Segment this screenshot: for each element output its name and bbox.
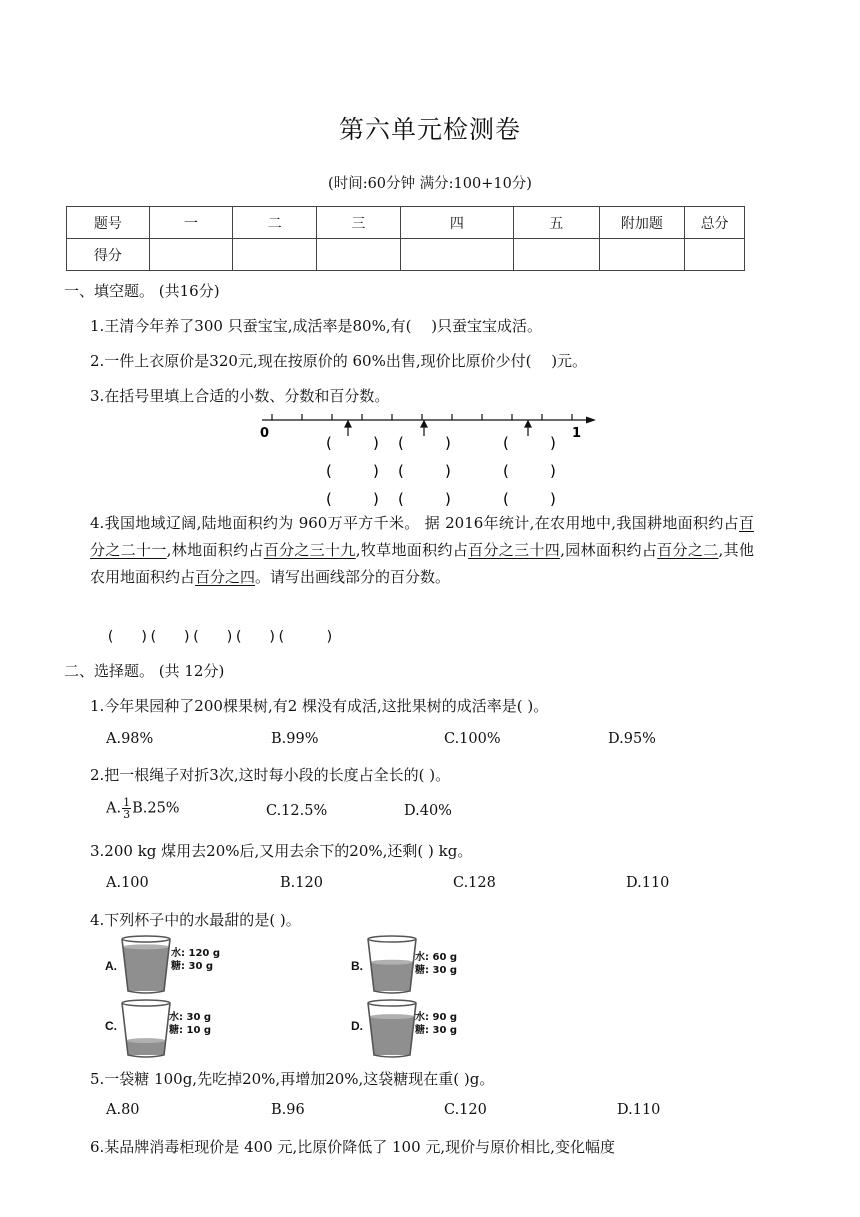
text-run: ,林地面积约占 [166,541,264,559]
glass-rim [368,936,416,942]
svg-text:): ) [550,462,556,480]
score-input-cell[interactable] [685,239,745,271]
cup-option-label[interactable]: B. [351,959,363,973]
svg-text:): ) [373,490,379,508]
number-line-start: 0 [260,426,270,441]
question-text: 2.一件上衣原价是320元,现在按原价的 60%出售,现价比原价少付( )元。 [90,352,588,370]
arrow-head-icon [586,417,596,424]
water-amount: 水: 60 g [415,952,458,963]
underlined-term: 百分之二 [657,541,719,559]
option-c[interactable]: C.120 [444,1102,487,1118]
question-text: 1.今年果园种了200棵果树,有2 棵没有成活,这批果树的成活率是( )。 [90,697,549,715]
svg-text:(: ( [503,490,509,508]
cups-figure [101,933,461,1063]
fraction-numerator: 1 [123,796,131,809]
svg-text:): ) [445,490,451,508]
number-line-figure [258,408,603,513]
svg-text:): ) [445,434,451,452]
sugar-amount: 糖: 10 g [169,1025,212,1036]
score-table-header-row [67,207,745,239]
svg-text:(: ( [503,462,509,480]
cup-option-label[interactable]: D. [351,1019,363,1033]
glass-rim [122,1000,170,1006]
option-b[interactable]: B.96 [271,1102,305,1118]
glass-icon [365,935,419,995]
water-amount: 水: 90 g [415,1012,458,1023]
sugar-amount: 糖: 30 g [415,1025,458,1036]
glass-icon [365,999,419,1059]
option-c[interactable]: C.128 [453,875,496,891]
glass-icon [119,935,173,995]
section-heading: 二、选择题。 (共 12分) [64,662,225,680]
up-arrow-icon [421,421,427,427]
option-b[interactable]: B.120 [280,875,323,891]
cup-option-label[interactable]: C. [105,1019,117,1033]
svg-text:): ) [373,462,379,480]
question-paragraph [90,510,754,591]
water-level [371,962,414,991]
question-text: 5.一袋糖 100g,先吃掉20%,再增加20%,这袋糖现在重( )g。 [90,1070,495,1088]
option-a[interactable]: A.80 [106,1102,140,1118]
question-text: 4.下列杯子中的水最甜的是( )。 [90,911,301,929]
score-input-cell[interactable] [149,239,233,271]
table-cell: 得分 [67,239,150,271]
sugar-amount: 糖: 30 g [415,965,458,976]
option-c[interactable]: C.100% [444,731,501,747]
option-a[interactable]: A.98% [106,731,154,747]
svg-text:(: ( [326,434,332,452]
score-input-cell[interactable] [400,239,513,271]
water-surface [123,944,169,949]
option-a[interactable]: A.100 [106,875,149,891]
svg-text:(: ( [398,490,404,508]
water-surface [371,960,414,965]
exam-info: (时间:60分钟 满分:100+10分) [328,176,532,192]
svg-text:(: ( [503,434,509,452]
water-surface [370,1014,415,1019]
table-cell: 一 [149,207,233,239]
number-line-ticks [272,414,572,420]
table-cell: 附加题 [599,207,685,239]
option-c[interactable]: C.12.5% [266,803,328,819]
cup-ingredients [169,1011,211,1037]
cup-ingredients [171,947,220,973]
text-run: ,其他农用地面积约占 [90,541,754,586]
underlined-term: 百分之三十九 [263,541,356,559]
table-cell: 四 [400,207,513,239]
underlined-term: 百分之四 [195,568,256,586]
option-b[interactable]: B.25% [132,800,180,817]
fraction-denominator: 3 [123,808,131,821]
score-input-cell[interactable] [233,239,317,271]
option-d[interactable]: D.110 [626,875,670,891]
table-cell: 五 [513,207,599,239]
question-text: 3.200 kg 煤用去20%后,又用去余下的20%,还剩( ) kg。 [90,842,473,860]
number-line-end: 1 [572,426,582,441]
question-text: 6.某品牌消毒柜现价是 400 元,比原价降低了 100 元,现价与原价相比,变化幅度 [90,1138,615,1156]
glass-rim [122,936,170,942]
water-amount: 水: 30 g [169,1012,212,1023]
water-surface [126,1038,165,1043]
score-table-score-row [67,239,745,271]
score-input-cell[interactable] [317,239,401,271]
question-text: 1.王清今年养了300 只蚕宝宝,成活率是80%,有( )只蚕宝宝成活。 [90,317,543,335]
text-run: ,牧草地面积约占 [355,541,469,559]
option-prefix: A. [106,800,122,817]
glass-icon [119,999,173,1059]
sugar-amount: 糖: 30 g [171,961,214,972]
up-arrow-icon [345,421,351,427]
table-cell: 题号 [67,207,150,239]
svg-text:(: ( [398,462,404,480]
section-heading: 一、填空题。 (共16分) [64,282,220,300]
cup-ingredients [415,1011,457,1037]
underlined-term: 百分之三十四 [468,541,561,559]
question-text: 3.在括号里填上合适的小数、分数和百分数。 [90,387,390,405]
option-d[interactable]: D.110 [617,1102,661,1118]
answer-parentheses[interactable] [326,434,556,508]
glass-rim [368,1000,416,1006]
score-input-cell[interactable] [513,239,599,271]
water-amount: 水: 120 g [171,948,220,959]
svg-text:): ) [550,434,556,452]
table-cell: 总分 [685,207,745,239]
option-b[interactable]: B.99% [271,731,319,747]
table-cell: 三 [317,207,401,239]
svg-text:): ) [550,490,556,508]
score-input-cell[interactable] [599,239,685,271]
water-level [123,947,169,991]
text-run: 。请写出画线部分的百分数。 [255,568,451,586]
option-d[interactable]: D.40% [404,803,452,819]
answer-blanks[interactable]: ( )( )( )( )( ) [106,629,334,645]
page-title: 第六单元检测卷 [338,115,521,144]
underlined-term: 百分之二十一 [90,514,754,559]
cup-ingredients [415,951,457,977]
table-cell: 二 [233,207,317,239]
svg-text:(: ( [398,434,404,452]
question-text: 2.把一根绳子对折3次,这时每小段的长度占全长的( )。 [90,766,451,784]
svg-text:): ) [445,462,451,480]
svg-text:): ) [373,434,379,452]
water-level [370,1017,415,1055]
fraction [122,797,131,820]
svg-text:(: ( [326,490,332,508]
option-d[interactable]: D.95% [608,731,656,747]
score-table [66,206,745,271]
up-arrow-icon [525,421,531,427]
cup-option-label[interactable]: A. [105,959,117,973]
text-run: 4.我国地域辽阔,陆地面积约为 960万平方千米。 据 2016年统计,在农用地中,我国耕地面积约占 [90,514,739,532]
option-a[interactable] [106,797,180,820]
svg-text:(: ( [326,462,332,480]
text-run: ,园林面积约占 [560,541,658,559]
